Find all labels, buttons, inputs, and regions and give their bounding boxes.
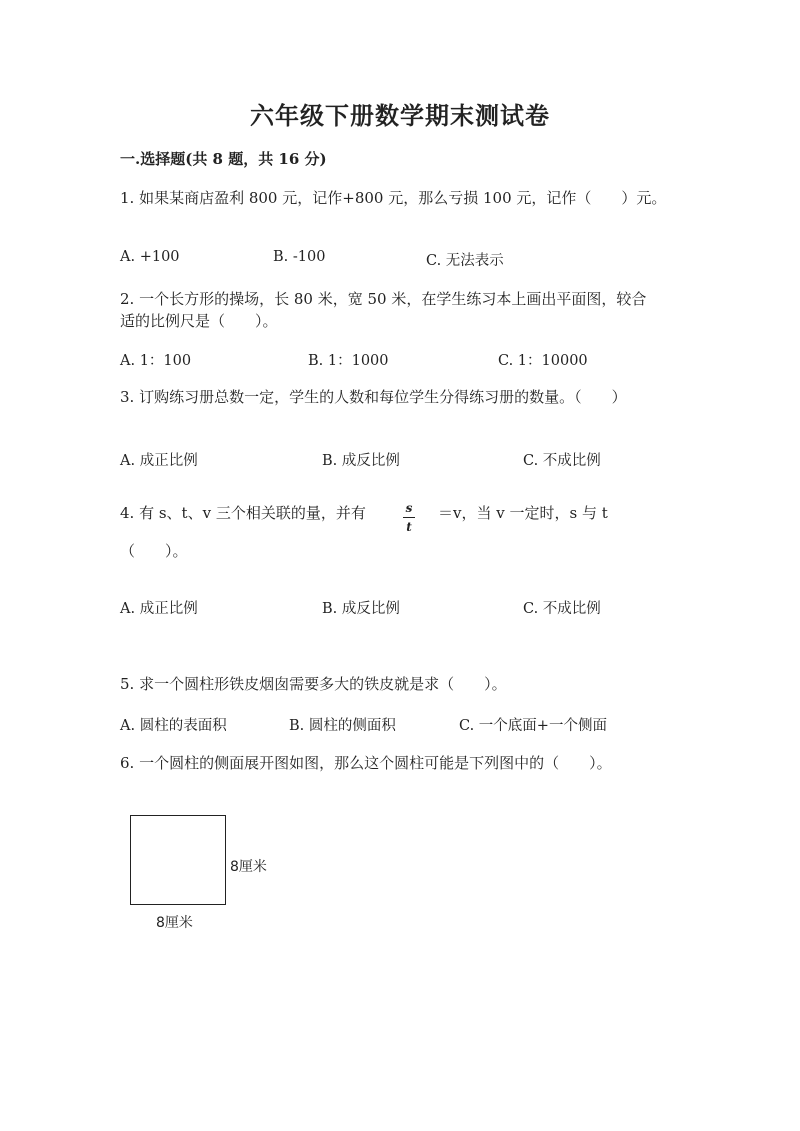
question-3-option-a: A. 成正比例 <box>120 453 198 469</box>
question-5-option-b: B. 圆柱的侧面积 <box>289 718 396 734</box>
unfolded-lateral-surface-square <box>130 815 226 905</box>
question-6-text: 6. 一个圆柱的侧面展开图如图，那么这个圆柱可能是下列图中的（ ）。 <box>120 754 612 772</box>
question-2-text-line2: 适的比例尺是（ ）。 <box>120 312 278 330</box>
question-1-text: 1. 如果某商店盈利 800 元，记作+800 元，那么亏损 100 元，记作（ ）元。 <box>120 189 667 207</box>
question-4-text-part2: ＝v，当 v 一定时，s 与 t <box>438 504 608 522</box>
question-2-option-b: B. 1：1000 <box>308 353 389 369</box>
question-5-text: 5. 求一个圆柱形铁皮烟囱需要多大的铁皮就是求（ ）。 <box>120 675 507 693</box>
question-2-text-line1: 2. 一个长方形的操场，长 80 米，宽 50 米，在学生练习本上画出平面图，较合 <box>120 290 647 308</box>
fraction-s-over-t <box>403 501 415 534</box>
fraction-denominator: t <box>406 520 412 534</box>
fraction-bar <box>403 517 415 518</box>
question-1-option-a: A. +100 <box>120 249 180 265</box>
square-bottom-label: 8厘米 <box>156 915 193 931</box>
question-4-option-b: B. 成反比例 <box>322 601 400 617</box>
question-2-option-a: A. 1：100 <box>120 353 192 369</box>
fraction-numerator: s <box>405 501 413 515</box>
question-4-text-line2: （ ）。 <box>120 542 188 560</box>
question-4-option-c: C. 不成比例 <box>523 601 601 617</box>
section-heading: 一.选择题(共 8 题，共 16 分) <box>120 150 327 168</box>
question-1-option-c: C. 无法表示 <box>426 253 504 269</box>
question-3-text: 3. 订购练习册总数一定，学生的人数和每位学生分得练习册的数量。（ ） <box>120 388 627 406</box>
question-5-option-a: A. 圆柱的表面积 <box>120 718 227 734</box>
question-2-option-c: C. 1：10000 <box>498 353 588 369</box>
page-title: 六年级下册数学期末测试卷 <box>250 101 550 130</box>
square-side-label: 8厘米 <box>230 859 267 875</box>
question-3-option-b: B. 成反比例 <box>322 453 400 469</box>
question-1-option-b: B. -100 <box>273 249 326 265</box>
question-4-option-a: A. 成正比例 <box>120 601 198 617</box>
question-4-text-part1: 4. 有 s、t、v 三个相关联的量，并有 <box>120 504 366 522</box>
question-5-option-c: C. 一个底面+一个侧面 <box>459 718 607 734</box>
question-3-option-c: C. 不成比例 <box>523 453 601 469</box>
